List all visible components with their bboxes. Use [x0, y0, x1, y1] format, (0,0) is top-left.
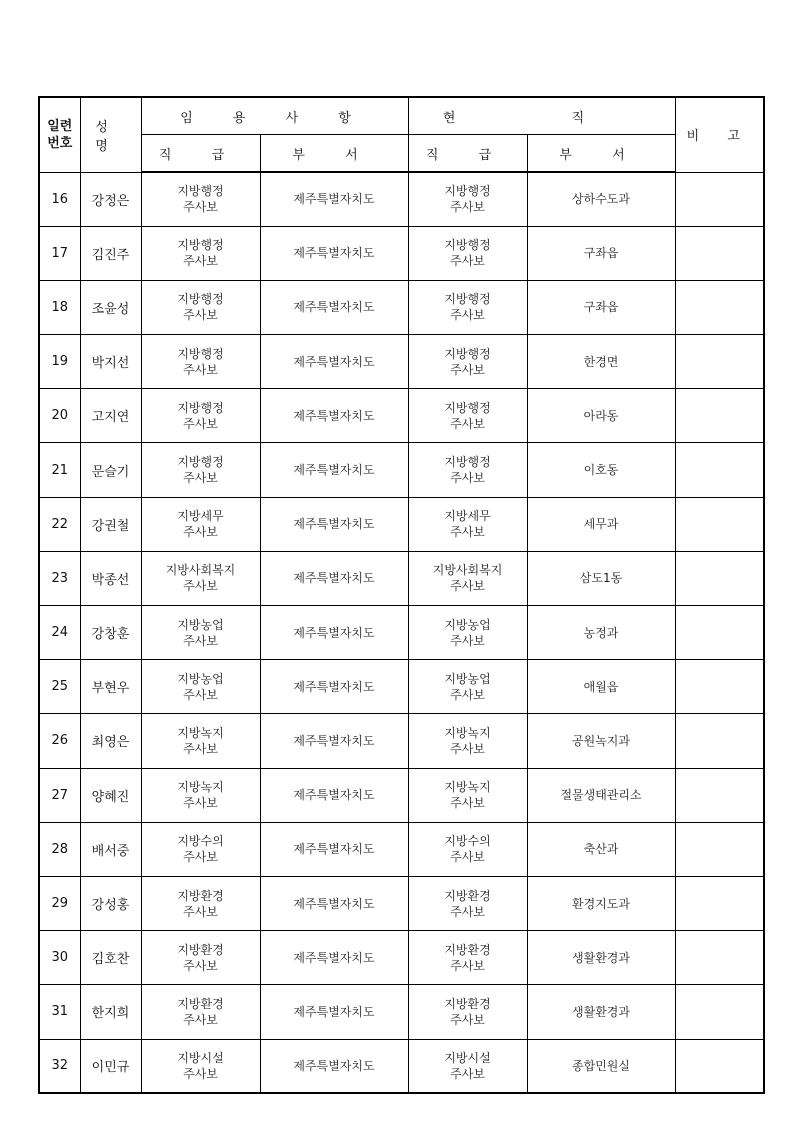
current-dept-cell — [527, 443, 675, 497]
current-rank-cell — [408, 714, 527, 768]
name-cell — [80, 660, 141, 714]
appointment-rank-cell-text: 주사보 — [183, 471, 218, 486]
appointment-dept-cell — [260, 876, 408, 930]
table-row — [39, 931, 764, 985]
appointment-dept-cell-text: 제주특별자치도 — [293, 463, 375, 478]
remarks-header: 비 고 — [675, 97, 764, 172]
current-rank-cell-text: 지방녹지 — [444, 725, 491, 740]
serial-number-cell-text: 18 — [51, 299, 69, 315]
current-rank-cell-text: 지방환경 — [444, 942, 491, 957]
appointment-rank-cell-text: 지방농업 — [177, 617, 224, 632]
current-dept-cell-text: 환경지도과 — [572, 896, 630, 911]
serial-number-cell-text: 27 — [51, 787, 69, 803]
name-cell-text: 강정은 — [91, 193, 130, 209]
current-rank-cell — [408, 389, 527, 443]
appointment-rank-cell-text: 주사보 — [183, 1066, 218, 1081]
remarks-cell — [675, 551, 764, 605]
appointment-dept-cell-text: 제주특별자치도 — [293, 679, 375, 694]
appointment-rank-cell — [141, 822, 260, 876]
appointment-rank-cell-text: 지방수의 — [177, 834, 224, 849]
current-rank-cell — [408, 551, 527, 605]
name-cell — [80, 443, 141, 497]
appointment-rank-cell-text: 지방세무 — [177, 509, 224, 524]
current-dept-cell-text: 농정과 — [583, 625, 619, 640]
name-cell-text: 박지선 — [91, 356, 130, 372]
appointment-rank-cell-text: 주사보 — [183, 958, 218, 973]
serial-number-cell-text: 21 — [51, 462, 69, 478]
current-rank-cell — [408, 172, 527, 226]
table-row — [39, 226, 764, 280]
serial-number-cell-text: 16 — [51, 191, 69, 207]
current-dept-cell — [527, 551, 675, 605]
appointment-dept-cell — [260, 172, 408, 226]
current-dept-cell-text: 구좌읍 — [583, 246, 619, 261]
remarks-cell — [675, 660, 764, 714]
appointment-dept-cell — [260, 280, 408, 334]
appointment-dept-cell-text: 제주특별자치도 — [293, 517, 375, 532]
appointment-rank-cell-text: 지방녹지 — [177, 780, 224, 795]
serial-number-header — [39, 97, 80, 172]
appointment-rank-cell-text: 주사보 — [183, 796, 218, 811]
appointment-rank-cell-text: 지방행정 — [177, 455, 224, 470]
serial-header-line1: 일련 — [47, 118, 73, 134]
name-cell-text: 조윤성 — [91, 301, 130, 317]
current-rank-cell-text: 주사보 — [450, 796, 485, 811]
current-rank-cell-text: 주사보 — [450, 254, 485, 269]
serial-number-cell — [39, 172, 80, 226]
current-rank-cell-text: 주사보 — [450, 525, 485, 540]
name-cell — [80, 1039, 141, 1093]
table-row — [39, 660, 764, 714]
name-cell-text: 김호찬 — [91, 952, 130, 968]
appointment-rank-cell — [141, 389, 260, 443]
appointment-dept-cell — [260, 714, 408, 768]
appointment-dept-cell — [260, 226, 408, 280]
serial-number-cell-text: 28 — [51, 841, 69, 857]
remarks-cell — [675, 1039, 764, 1093]
current-rank-cell-text: 지방수의 — [444, 834, 491, 849]
appointment-rank-cell — [141, 931, 260, 985]
current-rank-cell-text: 지방행정 — [444, 238, 491, 253]
serial-number-cell-text: 26 — [51, 733, 69, 749]
appointment-rank-cell-text: 주사보 — [183, 850, 218, 865]
current-rank-cell — [408, 497, 527, 551]
serial-number-cell-text: 22 — [51, 516, 69, 532]
appointment-dept-cell-text: 제주특별자치도 — [293, 625, 375, 640]
table-row — [39, 443, 764, 497]
name-cell-text: 한지희 — [91, 1006, 130, 1022]
current-dept-cell-text: 아라동 — [583, 408, 619, 423]
table-row — [39, 1039, 764, 1093]
appointment-rank-cell-text: 주사보 — [183, 687, 218, 702]
current-rank-cell-text: 주사보 — [450, 633, 485, 648]
serial-number-cell-text: 29 — [51, 896, 69, 912]
appointment-dept-cell — [260, 768, 408, 822]
current-rank-cell-text: 지방행정 — [444, 400, 491, 415]
current-rank-cell-text: 지방세무 — [444, 509, 491, 524]
current-dept-cell — [527, 876, 675, 930]
current-dept-cell — [527, 714, 675, 768]
name-cell — [80, 931, 141, 985]
serial-number-cell — [39, 606, 80, 660]
current-rank-cell-text: 지방농업 — [444, 617, 491, 632]
current-rank-cell — [408, 226, 527, 280]
current-dept-cell — [527, 606, 675, 660]
appointment-rank-cell-text: 지방녹지 — [177, 725, 224, 740]
appointment-dept-cell — [260, 497, 408, 551]
current-dept-cell — [527, 1039, 675, 1093]
serial-number-cell — [39, 822, 80, 876]
current-rank-cell-text: 주사보 — [450, 362, 485, 377]
current-dept-cell — [527, 226, 675, 280]
serial-number-cell — [39, 226, 80, 280]
serial-number-cell — [39, 551, 80, 605]
current-rank-header: 직 급 — [408, 135, 527, 173]
current-rank-cell-text: 지방행정 — [444, 292, 491, 307]
appointment-rank-cell-text: 주사보 — [183, 579, 218, 594]
current-dept-cell-text: 공원녹지과 — [572, 733, 630, 748]
appointment-dept-cell-text: 제주특별자치도 — [293, 246, 375, 261]
appointment-dept-cell — [260, 1039, 408, 1093]
name-cell — [80, 551, 141, 605]
table-row — [39, 172, 764, 226]
name-cell-text: 강창훈 — [91, 627, 130, 643]
current-rank-cell — [408, 985, 527, 1039]
current-rank-cell-text: 주사보 — [450, 904, 485, 919]
serial-number-cell — [39, 660, 80, 714]
current-dept-cell-text: 상하수도과 — [572, 192, 630, 207]
appointment-rank-cell-text: 지방농업 — [177, 671, 224, 686]
appointment-dept-cell-text: 제주특별자치도 — [293, 408, 375, 423]
current-dept-cell-text: 삼도1동 — [579, 571, 623, 586]
serial-header-line2: 번호 — [47, 135, 73, 151]
current-dept-cell — [527, 822, 675, 876]
name-cell — [80, 497, 141, 551]
remarks-cell — [675, 876, 764, 930]
current-rank-cell — [408, 822, 527, 876]
appointment-rank-cell — [141, 876, 260, 930]
remarks-cell — [675, 226, 764, 280]
serial-number-cell-text: 20 — [51, 408, 69, 424]
appointment-rank-cell-text: 지방환경 — [177, 942, 224, 957]
appointment-rank-cell — [141, 226, 260, 280]
table-row — [39, 876, 764, 930]
current-dept-cell — [527, 660, 675, 714]
current-rank-cell-text: 지방행정 — [444, 455, 491, 470]
current-position-header: 현 직 — [408, 97, 675, 135]
appointment-rank-cell — [141, 1039, 260, 1093]
appointment-rank-cell — [141, 172, 260, 226]
serial-number-cell — [39, 714, 80, 768]
appointment-rank-cell-text: 지방행정 — [177, 400, 224, 415]
remarks-cell — [675, 497, 764, 551]
appointment-dept-cell-text: 제주특별자치도 — [293, 354, 375, 369]
name-cell — [80, 226, 141, 280]
serial-number-cell — [39, 985, 80, 1039]
current-rank-cell-text: 주사보 — [450, 1066, 485, 1081]
serial-number-cell-text: 30 — [51, 950, 69, 966]
appointment-dept-cell-text: 제주특별자치도 — [293, 192, 375, 207]
appointment-rank-cell — [141, 714, 260, 768]
appointment-rank-cell — [141, 606, 260, 660]
current-dept-cell-text: 애월읍 — [583, 679, 619, 694]
appointment-dept-cell — [260, 551, 408, 605]
table-row — [39, 551, 764, 605]
serial-number-cell — [39, 443, 80, 497]
current-rank-cell-text: 지방사회복지 — [432, 563, 503, 578]
name-cell — [80, 606, 141, 660]
name-cell — [80, 714, 141, 768]
serial-number-cell — [39, 1039, 80, 1093]
current-dept-cell — [527, 931, 675, 985]
appointment-rank-cell-text: 주사보 — [183, 525, 218, 540]
appointment-rank-cell — [141, 660, 260, 714]
remarks-cell — [675, 335, 764, 389]
appointment-rank-cell-text: 지방시설 — [177, 1050, 224, 1065]
appointment-rank-header: 직 급 — [141, 135, 260, 173]
name-cell — [80, 822, 141, 876]
current-dept-cell — [527, 172, 675, 226]
remarks-cell — [675, 389, 764, 443]
current-rank-cell — [408, 768, 527, 822]
appointment-rank-cell — [141, 335, 260, 389]
current-dept-header: 부 서 — [527, 135, 675, 173]
appointment-rank-cell — [141, 497, 260, 551]
appointment-rank-cell-text: 주사보 — [183, 308, 218, 323]
table-row — [39, 335, 764, 389]
appointment-dept-cell — [260, 822, 408, 876]
current-rank-cell-text: 주사보 — [450, 850, 485, 865]
name-cell-text: 배서중 — [91, 843, 130, 859]
current-rank-cell-text: 주사보 — [450, 958, 485, 973]
serial-number-cell-text: 23 — [51, 570, 69, 586]
appointment-rank-cell-text: 주사보 — [183, 1012, 218, 1027]
serial-number-cell — [39, 876, 80, 930]
current-rank-cell-text: 지방환경 — [444, 996, 491, 1011]
serial-number-cell — [39, 280, 80, 334]
name-cell — [80, 389, 141, 443]
serial-number-cell — [39, 768, 80, 822]
appointment-rank-cell — [141, 443, 260, 497]
table-row — [39, 714, 764, 768]
appointment-dept-cell — [260, 985, 408, 1039]
name-cell-text: 최영은 — [91, 735, 130, 751]
name-cell-text: 고지연 — [91, 410, 130, 426]
name-cell-text: 부현우 — [91, 681, 130, 697]
current-rank-cell-text: 주사보 — [450, 741, 485, 756]
current-rank-cell — [408, 660, 527, 714]
current-rank-cell-text: 지방시설 — [444, 1050, 491, 1065]
table-row — [39, 822, 764, 876]
appointment-dept-cell — [260, 606, 408, 660]
name-cell-text: 김진주 — [91, 247, 130, 263]
name-cell — [80, 768, 141, 822]
name-cell-text: 문슬기 — [91, 464, 130, 480]
current-rank-cell — [408, 443, 527, 497]
name-cell — [80, 335, 141, 389]
current-rank-cell-text: 주사보 — [450, 416, 485, 431]
current-dept-cell — [527, 768, 675, 822]
appointment-rank-cell-text: 지방환경 — [177, 996, 224, 1011]
appointment-dept-cell — [260, 660, 408, 714]
appointment-dept-cell-text: 제주특별자치도 — [293, 571, 375, 586]
current-rank-cell — [408, 931, 527, 985]
appointment-rank-cell-text: 지방행정 — [177, 238, 224, 253]
appointment-dept-header: 부 서 — [260, 135, 408, 173]
name-cell — [80, 280, 141, 334]
current-dept-cell — [527, 985, 675, 1039]
appointment-dept-cell-text: 제주특별자치도 — [293, 733, 375, 748]
appointment-rank-cell-text: 주사보 — [183, 741, 218, 756]
appointment-rank-cell-text: 주사보 — [183, 200, 218, 215]
name-cell-text: 양혜진 — [91, 789, 130, 805]
current-dept-cell — [527, 389, 675, 443]
name-cell — [80, 985, 141, 1039]
current-rank-cell-text: 지방행정 — [444, 184, 491, 199]
appointment-dept-cell — [260, 335, 408, 389]
current-rank-cell — [408, 876, 527, 930]
appointment-rank-cell — [141, 551, 260, 605]
current-rank-cell-text: 주사보 — [450, 471, 485, 486]
current-rank-cell-text: 주사보 — [450, 579, 485, 594]
serial-number-cell — [39, 335, 80, 389]
name-cell-text: 박종선 — [91, 572, 130, 588]
appointment-dept-cell-text: 제주특별자치도 — [293, 896, 375, 911]
serial-number-cell-text: 24 — [51, 625, 69, 641]
current-dept-cell-text: 종합민원실 — [572, 1058, 630, 1073]
serial-number-cell — [39, 497, 80, 551]
appointment-rank-cell — [141, 985, 260, 1039]
appointment-rank-cell-text: 지방환경 — [177, 888, 224, 903]
remarks-cell — [675, 714, 764, 768]
table-row — [39, 768, 764, 822]
remarks-cell — [675, 606, 764, 660]
current-dept-cell-text: 축산과 — [583, 842, 619, 857]
current-rank-cell — [408, 606, 527, 660]
current-dept-cell-text: 생활환경과 — [572, 1004, 630, 1019]
table-header — [39, 97, 764, 172]
table-body — [39, 172, 764, 1093]
name-cell-text: 이민규 — [91, 1060, 130, 1076]
remarks-cell — [675, 443, 764, 497]
current-rank-cell-text: 지방농업 — [444, 671, 491, 686]
serial-number-cell-text: 19 — [51, 354, 69, 370]
current-dept-cell-text: 구좌읍 — [583, 300, 619, 315]
serial-number-cell-text: 17 — [51, 245, 69, 261]
appointment-dept-cell-text: 제주특별자치도 — [293, 842, 375, 857]
serial-number-cell-text: 25 — [51, 679, 69, 695]
appointment-rank-cell-text: 지방사회복지 — [165, 563, 236, 578]
appointment-dept-cell-text: 제주특별자치도 — [293, 788, 375, 803]
personnel-table — [38, 96, 765, 1094]
current-dept-cell — [527, 335, 675, 389]
current-dept-cell — [527, 280, 675, 334]
serial-number-cell — [39, 931, 80, 985]
appointment-rank-cell-text: 지방행정 — [177, 292, 224, 307]
appointment-dept-cell-text: 제주특별자치도 — [293, 300, 375, 315]
current-dept-cell-text: 한경면 — [583, 354, 619, 369]
appointment-rank-cell-text: 주사보 — [183, 904, 218, 919]
appointment-rank-cell — [141, 280, 260, 334]
current-dept-cell-text: 세무과 — [583, 517, 619, 532]
appointment-rank-cell-text: 지방행정 — [177, 346, 224, 361]
appointment-header: 임 용 사 항 — [141, 97, 408, 135]
appointment-dept-cell-text: 제주특별자치도 — [293, 1058, 375, 1073]
appointment-rank-cell-text: 주사보 — [183, 416, 218, 431]
appointment-rank-cell-text: 주사보 — [183, 633, 218, 648]
table-row — [39, 985, 764, 1039]
appointment-dept-cell — [260, 931, 408, 985]
current-rank-cell-text: 주사보 — [450, 687, 485, 702]
current-rank-cell-text: 지방녹지 — [444, 780, 491, 795]
serial-number-cell — [39, 389, 80, 443]
current-rank-cell — [408, 1039, 527, 1093]
current-rank-cell-text: 주사보 — [450, 308, 485, 323]
remarks-cell — [675, 768, 764, 822]
current-rank-cell-text: 지방행정 — [444, 346, 491, 361]
current-dept-cell-text: 절물생태관리소 — [560, 788, 642, 803]
current-rank-cell-text: 주사보 — [450, 1012, 485, 1027]
appointment-dept-cell — [260, 389, 408, 443]
remarks-cell — [675, 172, 764, 226]
name-cell-text: 강성홍 — [91, 898, 130, 914]
table-row — [39, 497, 764, 551]
appointment-rank-cell-text: 지방행정 — [177, 184, 224, 199]
appointment-rank-cell — [141, 768, 260, 822]
serial-number-cell-text: 31 — [51, 1004, 69, 1020]
name-header: 성 명 — [80, 97, 141, 172]
remarks-cell — [675, 822, 764, 876]
current-rank-cell-text: 지방환경 — [444, 888, 491, 903]
remarks-cell — [675, 985, 764, 1039]
current-dept-cell — [527, 497, 675, 551]
appointment-dept-cell — [260, 443, 408, 497]
name-cell-text: 강권철 — [91, 518, 130, 534]
appointment-rank-cell-text: 주사보 — [183, 254, 218, 269]
table-row — [39, 389, 764, 443]
name-cell — [80, 876, 141, 930]
current-rank-cell — [408, 280, 527, 334]
remarks-cell — [675, 931, 764, 985]
remarks-cell — [675, 280, 764, 334]
appointment-dept-cell-text: 제주특별자치도 — [293, 950, 375, 965]
table-row — [39, 606, 764, 660]
current-dept-cell-text: 이호동 — [583, 463, 619, 478]
appointment-rank-cell-text: 주사보 — [183, 362, 218, 377]
name-cell — [80, 172, 141, 226]
serial-number-cell-text: 32 — [51, 1058, 69, 1074]
current-rank-cell-text: 주사보 — [450, 200, 485, 215]
table-row — [39, 280, 764, 334]
current-dept-cell-text: 생활환경과 — [572, 950, 630, 965]
current-rank-cell — [408, 335, 527, 389]
appointment-dept-cell-text: 제주특별자치도 — [293, 1004, 375, 1019]
